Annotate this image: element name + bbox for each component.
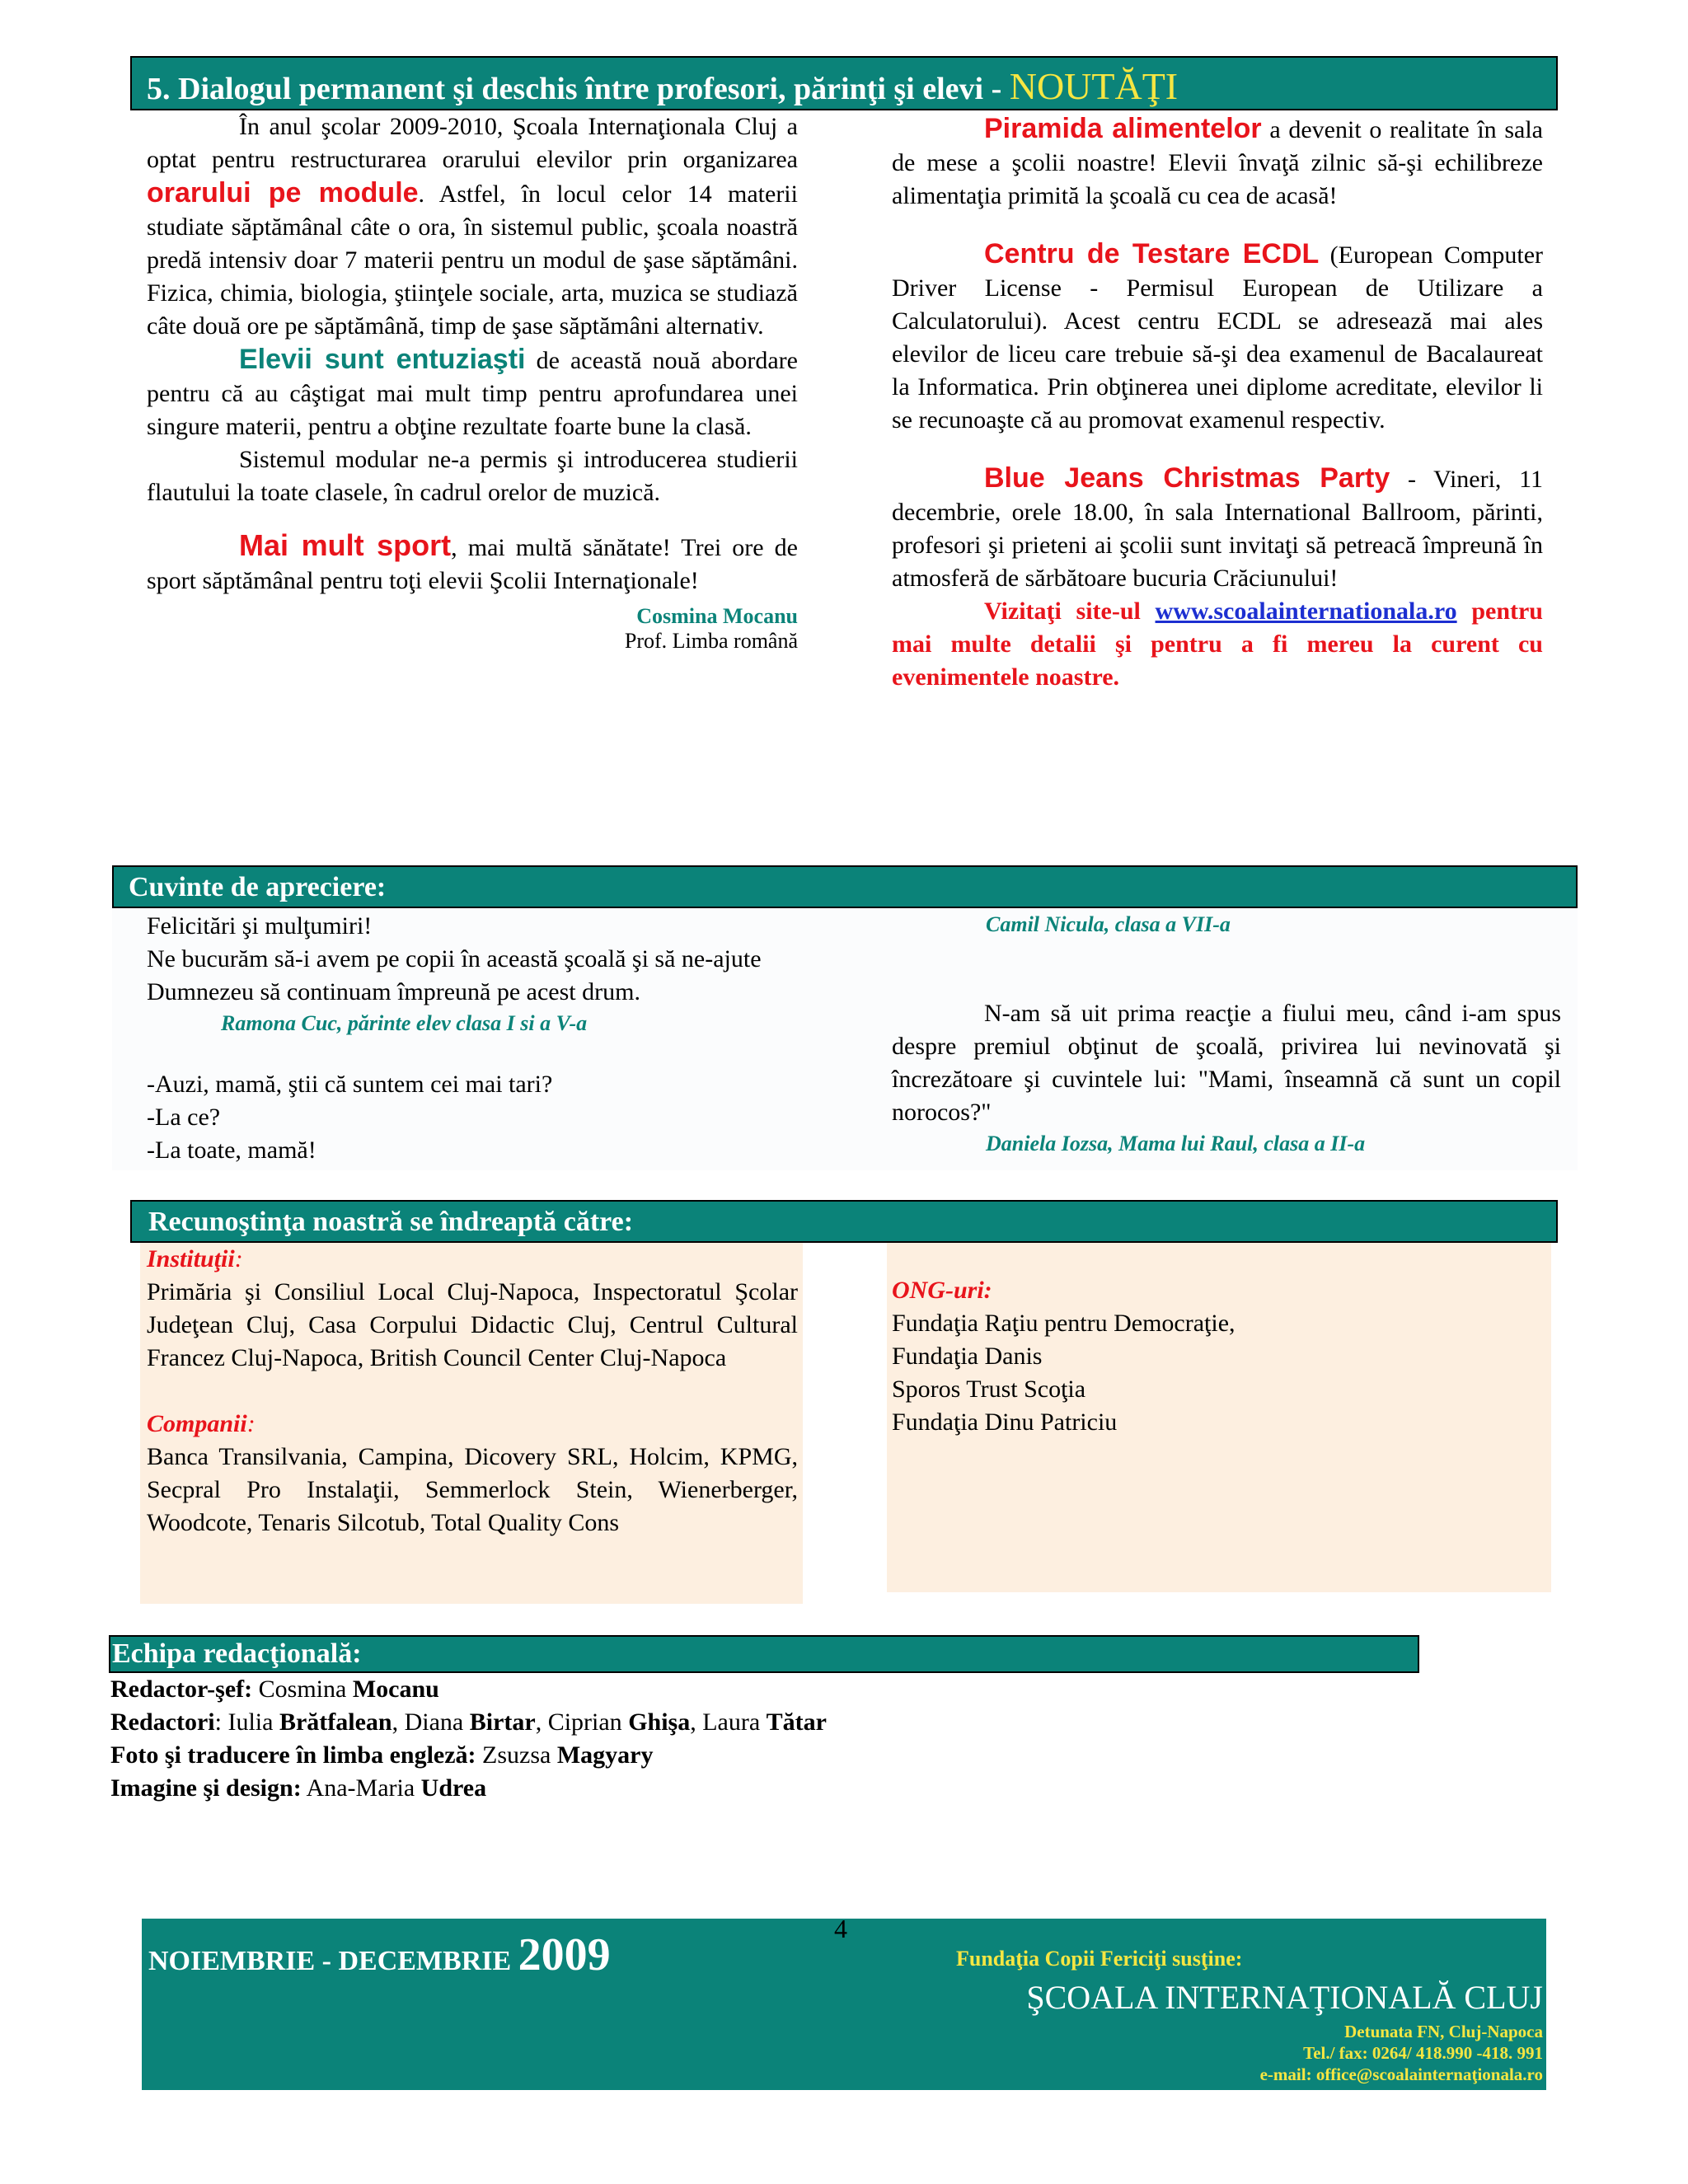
team-title: Echipa redacţională: (112, 1638, 362, 1669)
ngo-content (892, 1274, 1543, 1439)
team-header-bar (109, 1635, 1419, 1673)
quote2-line3: -La toate, mamă! (147, 1137, 316, 1164)
issue-year: 2009 (518, 1929, 611, 1980)
paragraph-modules: În anul şcolar 2009-2010, Şcoala Internaţionala Cluj a optat pentru restructurarea orarului elevilor prin organizarea orarului pe module. Astfel, în locul celor 14 materii studiate săptămânal câte o ora, în sistemul public, şcoala noastră predă intensiv doar 7 materii pentru un modul de şase săptămâni. Fizica, chimia, biologia, ştiinţele sociale, arta, muzica se studiază câte două ore pe săptămână, timp de şase săptămâni alternativ. (147, 113, 798, 340)
quote1-line2: Ne bucurăm să-i avem pe copii în această şcoală şi să ne-ajute Dumnezeu să continuam împreună pe acest drum. (147, 945, 762, 1005)
ngo-label: ONG-uri: (892, 1277, 992, 1304)
ngo-item: Fundaţia Raţiu pentru Democraţie, (892, 1310, 1236, 1337)
section-header-bar (130, 56, 1558, 110)
quote2-line2: -La ce? (147, 1104, 221, 1131)
contact-block (1260, 2021, 1543, 2085)
institutions-text: Primăria şi Consiliul Local Cluj-Napoca, Inspectoratul Şcolar Judeţean Cluj, Casa Corpului Didactic Cluj, Centrul Cultural Francez Cluj-Napoca, British Council Center Cluj-Napoca (147, 1278, 798, 1371)
website-link[interactable]: www.scoalainternationala.ro (1155, 598, 1457, 625)
ngo-item: Sporos Trust Scoţia (892, 1376, 1086, 1403)
image-design: Imagine şi design: Ana-Maria Udrea (110, 1774, 487, 1802)
foundation-line: Fundaţia Copii Fericiţi susţine: (956, 1947, 1243, 1971)
school-address: Detunata FN, Cluj-Napoca (1344, 2022, 1543, 2041)
school-phone: Tel./ fax: 0264/ 418.990 -418. 991 (1303, 2043, 1543, 2063)
editors: Redactori: Iulia Brătfalean, Diana Birtar, Ciprian Ghişa, Laura Tătar (110, 1708, 827, 1736)
editor-in-chief: Redactor-şef: Cosmina Mocanu (110, 1675, 439, 1703)
appreciation-title: Cuvinte de apreciere: (129, 872, 387, 902)
quote1-signature: Ramona Cuc, părinte elev clasa I si a V-a (221, 1011, 588, 1035)
highlight-ecdl: Centru de Testare ECDL (984, 238, 1320, 269)
paragraph-enthusiastic: Elevii sunt entuziaşti de această nouă abordare pentru că au câştigat mai mult timp pentru aprofundarea unei singure materii, pentru a obţine rezultate foarte bune la clasă. (147, 344, 798, 440)
paragraph-food-pyramid: Piramida alimentelor a devenit o realitate în sala de mese a şcolii noastre! Elevii învaţă zilnic să-şi echilibreze alimentaţia primită la şcoală cu cea de acasă! (892, 113, 1543, 209)
paragraph-flute: Sistemul modular ne-a permis şi introducerea studierii flautului la toate clasele, în cadrul orelor de muzică. (147, 446, 798, 506)
quote1-line1: Felicitări şi mulţumiri! (147, 912, 373, 940)
issue-date: NOIEMBRIE - DECEMBRIE 2009 (148, 1929, 611, 1980)
appreciation-header-bar (112, 865, 1578, 908)
institutions-content (147, 1243, 798, 1540)
appreciation-right (892, 910, 1561, 1159)
team-list (110, 1673, 1512, 1805)
companies-label: Companii: (147, 1410, 256, 1437)
quote3-signature: Daniela Iozsa, Mama lui Raul, clasa a II-a (986, 1132, 1366, 1155)
section-title-highlight: NOUTĂŢI (1009, 65, 1179, 107)
gratitude-title: Recunoştinţa noastră se îndreaptă către: (148, 1207, 634, 1237)
quote3-text: N-am să uit prima reacţie a fiului meu, când i-am spus despre premiul obţinut de şcoală, privirea lui nevinovată şi încrezătoare şi cuvintele lui: "Mami, înseamnă că sunt un copil norocos?" (892, 1000, 1561, 1126)
highlight-sport: Mai mult sport (239, 528, 452, 562)
school-email: e-mail: office@scoalainternaţionala.ro (1259, 2064, 1543, 2084)
paragraph-christmas-party: Blue Jeans Christmas Party - Vineri, 11 decembrie, orele 18.00, în sala International Ballroom, părinti, profesori şi prieteni ai şcolii sunt invitaţi să petreacă împreună în atmosferă de sărbătoare bucuria Crăciunului! (892, 462, 1543, 592)
highlight-christmas-party: Blue Jeans Christmas Party (984, 462, 1390, 494)
author-name: Cosmina Mocanu (636, 604, 798, 628)
paragraph-visit-site: Vizitaţi site-ul www.scoalainternationala.ro pentru mai multe detalii şi pentru a fi mereu la curent cu evenimentele noastre. (892, 598, 1543, 691)
photo-translation: Foto şi traducere în limba engleză: Zsuzsa Magyary (110, 1741, 654, 1769)
gratitude-header-bar (130, 1200, 1558, 1243)
page-number: 4 (834, 1914, 847, 1943)
paragraph-ecdl: Centru de Testare ECDL (European Computer Driver License - Permisul European de Utilizare a Calculatorului). Acest centru ECDL se adresează mai ales elevilor de liceu care trebuie să-şi dea examenul de Bacalaureat la Informatica. Prin obţinerea unei diplome acreditate, elevilor li se recunoaşte că au promovat examenul respectiv. (892, 238, 1544, 434)
author-role: Prof. Limba română (624, 629, 798, 653)
highlight-food-pyramid: Piramida alimentelor (984, 113, 1262, 144)
ngo-item: Fundaţia Danis (892, 1343, 1043, 1370)
institutions-label: Instituţii: (147, 1245, 243, 1272)
highlight-modules: orarului pe module (147, 177, 419, 209)
quote2-signature: Camil Nicula, clasa a VII-a (986, 912, 1231, 936)
ngo-item: Fundaţia Dinu Patriciu (892, 1408, 1118, 1436)
quote2-line1: -Auzi, mamă, ştii că suntem cei mai tari? (147, 1071, 553, 1098)
companies-text: Banca Transilvania, Campina, Dicovery SRL, Holcim, KPMG, Secpral Pro Instalaţii, Semmerlock Stein, Wienerberger, Woodcote, Tenaris Silcotub, Total Quality Cons (147, 1443, 798, 1536)
appreciation-left (147, 910, 806, 1167)
school-name: ŞCOALA INTERNAŢIONALĂ CLUJ (1026, 1979, 1543, 2016)
highlight-enthusiastic: Elevii sunt entuziaşti (239, 344, 526, 375)
paragraph-sport: Mai mult sport, mai multă sănătate! Trei ore de sport săptămânal pentru toţi elevii Şcolii Internaţionale! (147, 528, 798, 594)
section-title: 5. Dialogul permanent şi deschis între profesori, părinţi şi elevi - (147, 72, 1010, 106)
right-column (892, 112, 1543, 694)
left-column (147, 110, 798, 654)
